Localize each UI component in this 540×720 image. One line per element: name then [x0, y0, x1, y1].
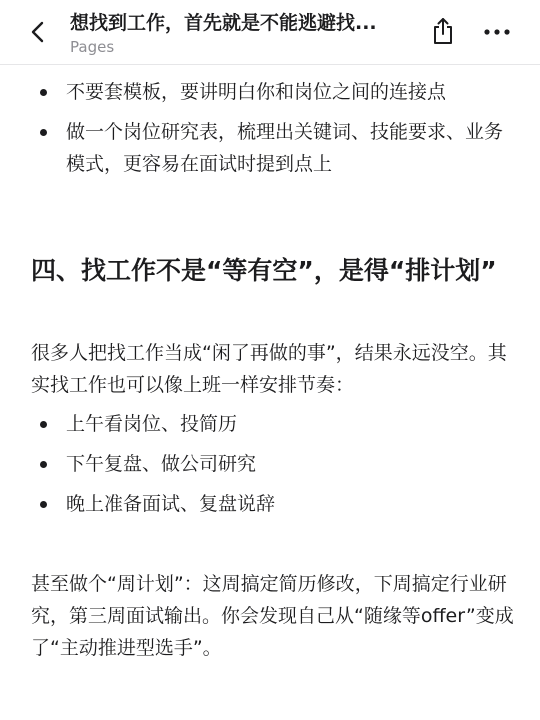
top-navigation-bar	[0, 0, 540, 65]
schedule-bullet-list	[0, 408, 540, 520]
list-item-text: 晚上准备面试、复盘说辞	[66, 493, 276, 515]
closing-paragraph: 甚至做个“周计划”：这周搞定简历修改，下周搞定行业研究，第三周面试输出。你会发现自己从“随缘等offer”变成了“主动推进型选手”。	[31, 573, 514, 659]
list-item	[0, 76, 540, 108]
page-title: 想找到工作，首先就是不能逃避找...	[70, 12, 377, 34]
bullet-dot-icon	[40, 421, 47, 428]
intro-paragraph: 很多人把找工作当成“闲了再做的事”，结果永远没空。其实找工作也可以像上班一样安排节奏：	[31, 342, 507, 396]
more-button[interactable]	[482, 20, 512, 44]
list-item	[0, 408, 540, 440]
list-item-text: 下午复盘、做公司研究	[66, 453, 257, 475]
ellipsis-icon	[484, 29, 510, 35]
bullet-dot-icon	[40, 461, 47, 468]
list-item	[0, 116, 540, 180]
list-item-text: 做一个岗位研究表，梳理出关键词、技能要求、业务模式，更容易在面试时提到点上	[66, 121, 504, 175]
list-item-text: 不要套模板，要讲明白你和岗位之间的连接点	[66, 81, 447, 103]
back-button[interactable]	[24, 18, 52, 46]
page-subtitle: Pages	[70, 38, 115, 56]
share-icon	[432, 17, 454, 45]
section-heading: 四、找工作不是“等有空”，是得“排计划”	[31, 256, 497, 285]
list-item	[0, 448, 540, 480]
share-button[interactable]	[428, 14, 458, 48]
bullet-dot-icon	[40, 501, 47, 508]
title-block	[70, 10, 415, 57]
list-item-text: 上午看岗位、投简历	[66, 413, 238, 435]
bullet-dot-icon	[40, 89, 47, 96]
list-item	[0, 488, 540, 520]
top-bullet-list	[0, 76, 540, 180]
bullet-dot-icon	[40, 129, 47, 136]
chevron-left-icon	[30, 20, 46, 44]
